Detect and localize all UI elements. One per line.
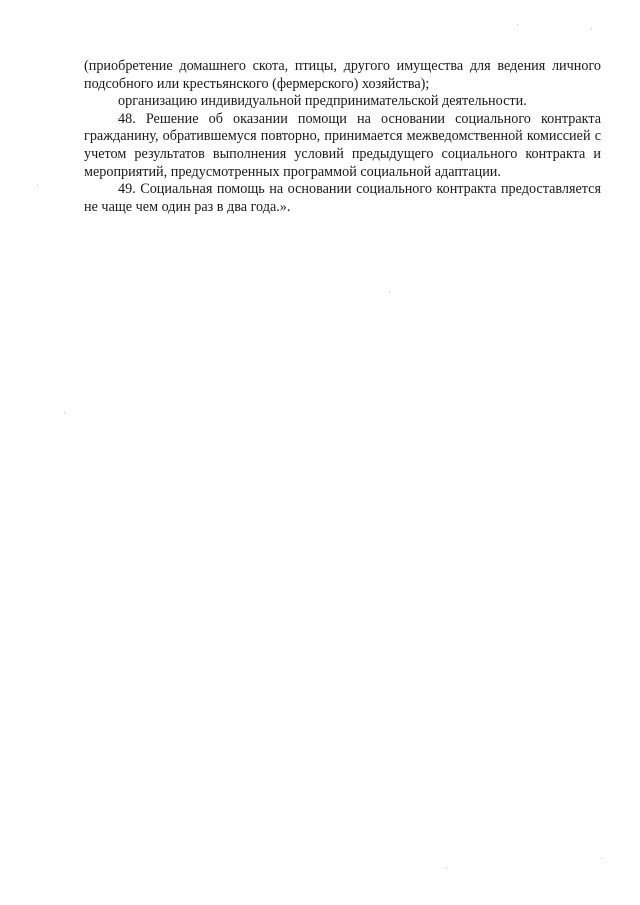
paragraph-49: 49. Социальная помощь на основании социального контракта предоставляется не чаще чем один раз в два года.».	[84, 181, 601, 215]
scan-speck	[37, 185, 38, 186]
scan-speck	[517, 24, 518, 25]
paragraph-entrepreneurship: организацию индивидуальной предпринимательской деятельности.	[118, 93, 527, 110]
scan-speck	[446, 868, 447, 869]
document-body	[84, 58, 601, 216]
scan-speck	[389, 291, 390, 292]
scan-speck	[591, 28, 592, 29]
scan-speck	[601, 858, 602, 859]
paragraph-48: 48. Решение об оказании помощи на основании социального контракта гражданину, обратившемуся повторно, принимается межведомственной комиссией с учетом результатов выполнения условий предыдущего социального контракта и мероприятий, предусмотренных программой социальной адаптации.	[84, 110, 601, 180]
scan-speck	[64, 412, 65, 413]
paragraph-livestock-continuation: (приобретение домашнего скота, птицы, другого имущества для ведения личного подсобного или крестьянского (фермерского) хозяйства);	[84, 58, 601, 92]
